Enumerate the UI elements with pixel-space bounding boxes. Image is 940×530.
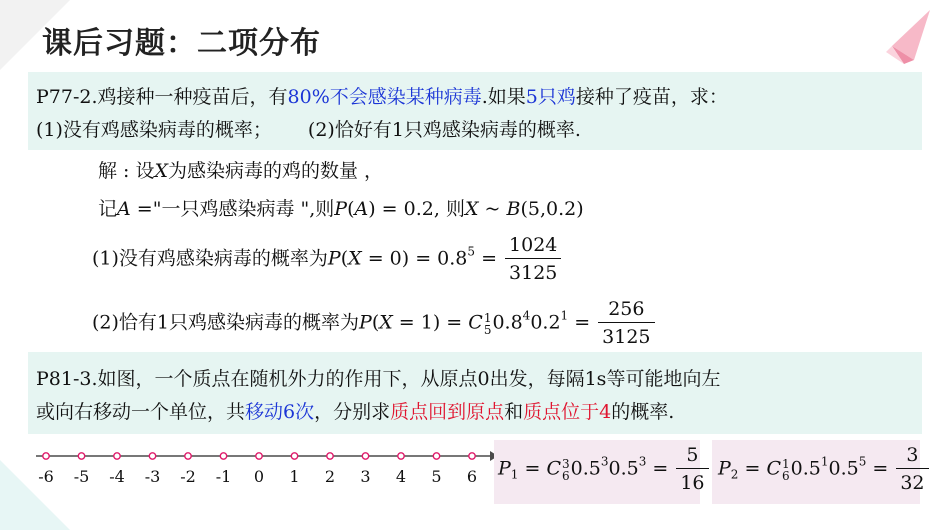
answer-p2 — [718, 442, 931, 497]
highlight-text: 5只鸡 — [525, 86, 576, 108]
number-line-tick-label: 5 — [431, 467, 442, 486]
variable: B — [506, 198, 521, 220]
text: 接种了疫苗，求： — [575, 86, 728, 108]
text: 解 : 设 — [98, 160, 155, 182]
combination-symbol: C — [546, 457, 561, 480]
fraction — [598, 296, 654, 351]
number-line-tick-label: -6 — [38, 467, 54, 486]
text: ( — [371, 311, 380, 334]
number-line-tick-label: -5 — [73, 467, 90, 486]
highlight-text: 80%不会感染某种病毒 — [287, 86, 482, 108]
combination-symbol: C — [468, 311, 483, 334]
text: 的概率. — [611, 401, 675, 423]
variable: X — [154, 160, 169, 182]
number-line-tick-label: 4 — [395, 467, 407, 486]
variable: X — [348, 247, 362, 270]
text: P77-2.鸡接种一种疫苗后，有 — [36, 86, 288, 108]
denominator: 16 — [680, 472, 705, 494]
answer-box-p1 — [494, 440, 705, 504]
denominator: 3125 — [602, 326, 651, 348]
variable: P — [718, 457, 731, 480]
numerator: 3 — [896, 442, 928, 469]
combination-symbol: C — [766, 457, 781, 480]
solution-line-3 — [92, 232, 563, 287]
number-line-tick-label: -4 — [109, 467, 125, 486]
number-line-tick-label: -3 — [144, 467, 161, 486]
denominator: 32 — [900, 472, 925, 494]
number-line-point — [291, 453, 297, 459]
number-line-point — [185, 453, 191, 459]
text: = — [738, 457, 767, 480]
number-line-point — [220, 453, 226, 459]
problem-1-line-1 — [36, 84, 728, 110]
variable: X — [379, 311, 393, 334]
text: (1)没有鸡感染病毒的概率为 — [92, 247, 328, 270]
number-line-point — [433, 453, 439, 459]
exponent: 5 — [467, 244, 476, 259]
problem-1-line-2 — [36, 117, 581, 143]
subscript: 2 — [730, 467, 739, 482]
variable: P — [334, 198, 348, 220]
paper-plane-icon — [884, 6, 936, 66]
combination-k: 1 — [483, 310, 492, 325]
text: ="一只鸡感染病毒 ",则 — [130, 198, 335, 220]
text: 0.5 — [790, 457, 821, 480]
combination-n: 5 — [483, 322, 492, 337]
solution-line-4 — [92, 296, 657, 351]
text: 记 — [98, 198, 118, 220]
text: = — [475, 247, 504, 270]
number-line-tick-label: 0 — [253, 467, 265, 486]
highlight-text: 质点回到原点 — [390, 401, 505, 423]
highlight-text: 质点位于4 — [523, 401, 612, 423]
text: 0.5 — [828, 457, 859, 480]
text: 为感染病毒的鸡的数量 ， — [168, 160, 384, 182]
number-line — [36, 440, 498, 490]
subscript: 1 — [510, 467, 519, 482]
exponent: 4 — [522, 308, 531, 323]
number-line-tick-label: 1 — [289, 467, 300, 486]
variable: P — [498, 457, 511, 480]
combination-indices — [782, 458, 790, 482]
text: 0.2 — [530, 311, 561, 334]
exponent: 5 — [858, 454, 867, 469]
text: = — [568, 311, 597, 334]
text: = — [646, 457, 675, 480]
number-line-point — [43, 453, 49, 459]
text: ( — [347, 198, 355, 220]
text: 0.5 — [570, 457, 601, 480]
text: 0.5 — [608, 457, 639, 480]
text: ( — [340, 247, 349, 270]
numerator: 256 — [598, 296, 654, 323]
number-line-point — [78, 453, 84, 459]
combination-k: 1 — [781, 456, 790, 471]
number-line-point — [327, 453, 333, 459]
text: ~ — [478, 198, 507, 220]
exponent: 1 — [820, 454, 829, 469]
fraction — [505, 232, 561, 287]
question-2: (2)恰好有1只鸡感染病毒的概率. — [307, 119, 581, 141]
answer-box-p2 — [712, 440, 925, 504]
combination-n: 6 — [561, 468, 570, 483]
number-line-point — [362, 453, 368, 459]
number-line-point — [256, 453, 262, 459]
combination-indices — [484, 312, 492, 336]
text: = 1) = — [392, 311, 469, 334]
exponent: 3 — [638, 454, 647, 469]
number-line-point — [114, 453, 120, 459]
number-line-point — [149, 453, 155, 459]
numerator: 5 — [676, 442, 708, 469]
number-line-tick-label: 6 — [466, 467, 478, 486]
solution-line-2 — [98, 196, 584, 222]
exponent: 1 — [560, 308, 569, 323]
combination-n: 6 — [781, 468, 790, 483]
highlight-text: 移动6次 — [245, 401, 315, 423]
question-1: (1)没有鸡感染病毒的概率； — [36, 119, 272, 141]
text: (2)恰有1只鸡感染病毒的概率为 — [92, 311, 360, 334]
text: = — [866, 457, 895, 480]
variable: A — [117, 198, 131, 220]
text: 或向右移动一个单位，共 — [36, 401, 246, 423]
numerator: 1024 — [505, 232, 561, 259]
text: = — [518, 457, 547, 480]
text: .如果 — [481, 86, 526, 108]
combination-k: 3 — [561, 456, 570, 471]
number-line-point — [469, 453, 475, 459]
number-line-tick-label: -1 — [215, 467, 232, 486]
problem-2-line-2 — [36, 399, 674, 425]
text: (5,0.2) — [520, 198, 584, 220]
number-line-tick-label: 3 — [360, 467, 371, 486]
number-line-tick-label: 2 — [324, 467, 336, 486]
problem-2-line-1: P81-3.如图，一个质点在随机外力的作用下，从原点0出发，每隔1s等可能地向左 — [36, 368, 721, 390]
text: = 0) = 0.8 — [361, 247, 468, 270]
variable: A — [354, 198, 369, 220]
number-line-tick-label: -2 — [180, 467, 196, 486]
text: ) = 0.2, 则 — [368, 198, 465, 220]
variable: X — [464, 198, 479, 220]
fraction — [896, 442, 928, 497]
text: 和 — [504, 401, 524, 423]
decorative-corner-bottom-left — [0, 460, 70, 530]
exponent: 3 — [600, 454, 609, 469]
fraction — [676, 442, 708, 497]
answer-p1 — [498, 442, 711, 497]
denominator: 3125 — [509, 262, 558, 284]
page-title: 课后习题：二项分布 — [42, 26, 321, 61]
variable: P — [359, 311, 372, 334]
text: 0.8 — [492, 311, 523, 334]
solution-line-1 — [98, 158, 383, 184]
combination-indices — [562, 458, 570, 482]
text: ，分别求 — [314, 401, 391, 423]
variable: P — [327, 247, 341, 270]
number-line-point — [398, 453, 404, 459]
